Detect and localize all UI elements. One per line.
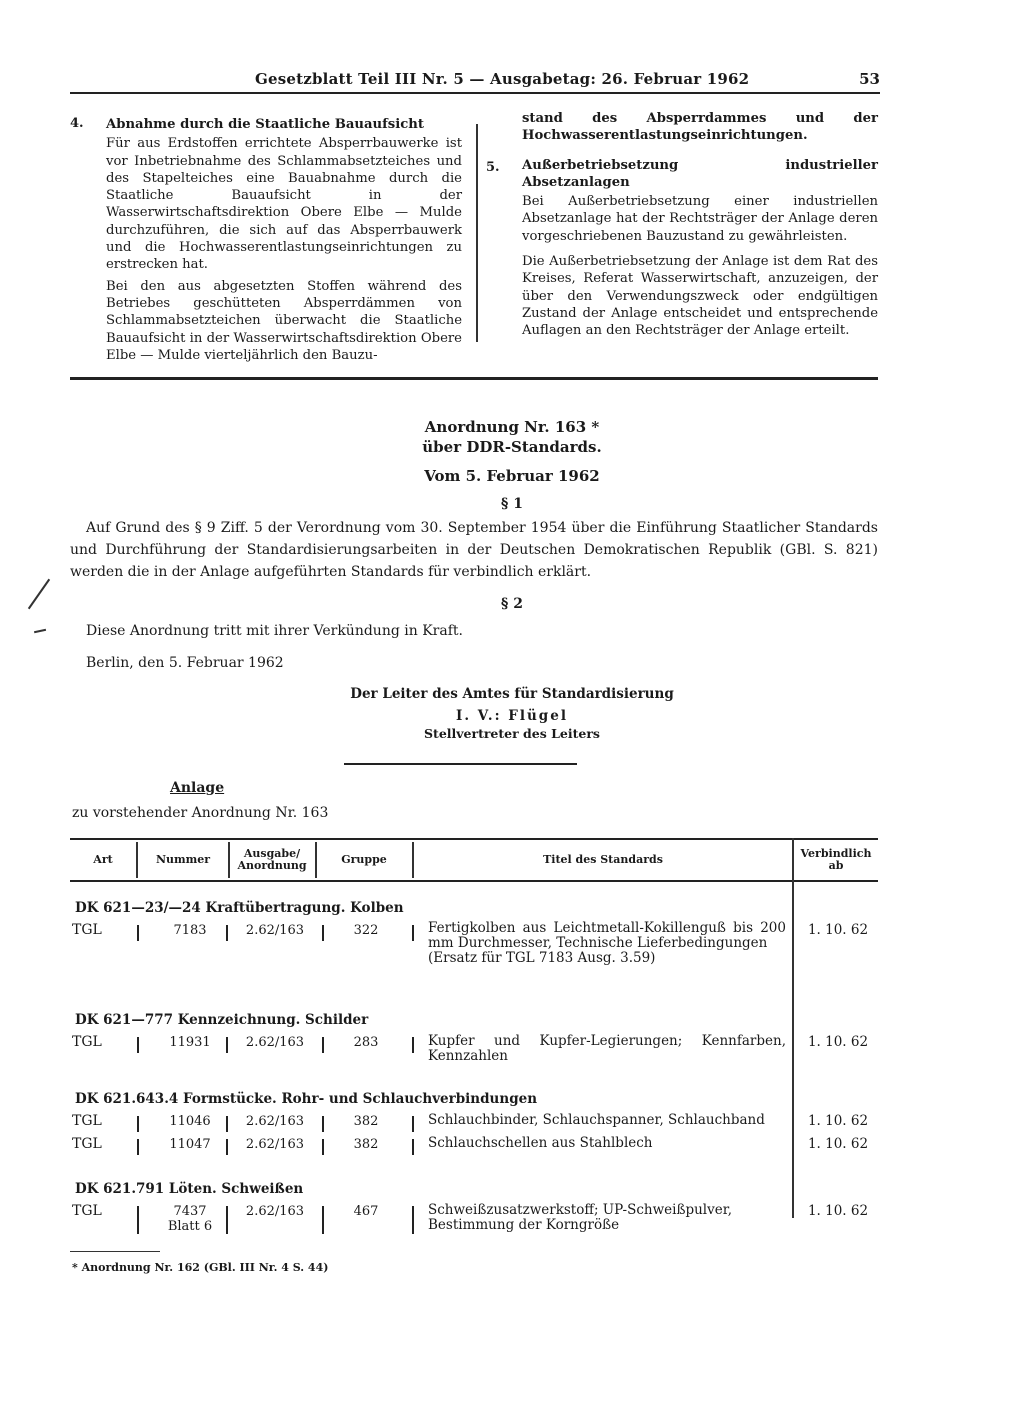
section-number-4: 4. — [70, 116, 84, 131]
verbindlich-column-divider — [792, 880, 794, 1218]
page-header — [70, 70, 880, 94]
row-nummer — [150, 1204, 230, 1234]
row-verbindlich: 1. 10. 62 — [807, 922, 869, 938]
left-column — [106, 116, 462, 368]
section-divider — [70, 377, 878, 380]
row-ausgabe: 2.62/163 — [245, 1204, 305, 1219]
col-header-art: Art — [93, 853, 113, 866]
row-gruppe: 283 — [353, 1035, 379, 1050]
section-heading-5: Außerbetriebsetzung industrieller Absetzanlagen — [522, 157, 878, 190]
order-date: Vom 5. Februar 1962 — [424, 467, 600, 485]
col-header-gruppe: Gruppe — [341, 853, 387, 866]
group-heading: DK 621—23/—24 Kraftübertragung. Kolben — [75, 900, 404, 916]
group-heading: DK 621—777 Kennzeichnung. Schilder — [75, 1012, 369, 1028]
row-verbindlich: 1. 10. 62 — [807, 1034, 869, 1050]
annex-title: Anlage — [170, 780, 225, 796]
section-number-5: 5. — [486, 160, 500, 175]
signature-divider — [344, 763, 577, 765]
signer-role: Stellvertreter des Leiters — [424, 726, 600, 741]
footnote-divider — [70, 1251, 160, 1252]
row-titel-extra: (Ersatz für TGL 7183 Ausg. 3.59) — [428, 950, 656, 966]
row-titel-text: Fertigkolben aus Leichtmetall-Kokillenguß bis 200 mm Durchmesser, Technische Lieferbedingungen — [428, 920, 786, 951]
row-art: TGL — [72, 1113, 102, 1129]
row-verbindlich: 1. 10. 62 — [807, 1113, 869, 1129]
row-titel: Kupfer und Kupfer-Legierungen; Kennfarben, Kennzahlen — [428, 1033, 786, 1064]
order-subtitle: über DDR-Standards. — [422, 438, 602, 456]
table-header — [70, 838, 878, 882]
page-number: 53 — [859, 70, 880, 88]
right-column — [522, 110, 878, 344]
margin-pen-mark — [34, 629, 46, 633]
signer-name: I. V.: Flügel — [456, 708, 568, 724]
annex-subtitle: zu vorstehender Anordnung Nr. 163 — [72, 805, 329, 821]
row-titel: Schlauchbinder, Schlauchspanner, Schlauchband — [428, 1112, 765, 1128]
group-heading: DK 621.791 Löten. Schweißen — [75, 1181, 304, 1197]
row-nummer-value: 7437 — [173, 1204, 207, 1219]
row-gruppe: 322 — [353, 923, 379, 938]
paragraph-1-text: Auf Grund des § 9 Ziff. 5 der Verordnung vom 30. September 1954 über die Einführung Staatlicher Standards und Durchführung der Standardisierungsarbeiten in der Deutschen Demokratischen Republik (GBl. S. 821) werden die in der Anlage aufgeführten Standards für verbindlich erklärt. — [70, 520, 878, 580]
row-art: TGL — [72, 1203, 102, 1219]
row-nummer-extra: Blatt 6 — [167, 1219, 213, 1234]
row-nummer: 11047 — [169, 1137, 211, 1152]
col-header-nummer: Nummer — [155, 853, 211, 866]
header-title: Gesetzblatt Teil III Nr. 5 — Ausgabetag: 26. Februar 1962 — [255, 70, 750, 88]
col-header-verbindlich: Verbindlich ab — [800, 847, 872, 872]
row-nummer: 11046 — [169, 1114, 211, 1129]
footnote: * Anordnung Nr. 162 (GBl. III Nr. 4 S. 44) — [72, 1261, 329, 1274]
row-titel — [428, 921, 786, 966]
row-titel: Schlauchschellen aus Stahlblech — [428, 1135, 653, 1151]
place-date: Berlin, den 5. Februar 1962 — [86, 655, 284, 671]
left-paragraph-1: Für aus Erdstoffen errichtete Absperrbauwerke ist vor Inbetriebnahme des Schlammabsetzteiches und des Stapelteiches eine Bauabnahme durch die Staatliche Bauaufsicht in der Wasserwirtschaftsdirektion Obere Elbe — Mulde durchzuführen, die sich auf das Absperrbauwerk und die Hochwasserentlastungseinrichtungen zu erstrecken hat. — [106, 136, 462, 273]
row-verbindlich: 1. 10. 62 — [807, 1136, 869, 1152]
group-heading: DK 621.643.4 Formstücke. Rohr- und Schlauchverbindungen — [75, 1091, 538, 1107]
row-titel: Schweißzusatzwerkstoff; UP-Schweißpulver, Bestimmung der Korngröße — [428, 1202, 732, 1233]
row-art: TGL — [72, 922, 102, 938]
right-paragraph-2: Die Außerbetriebsetzung der Anlage ist dem Rat des Kreises, Referat Wasserwirtschaft, anzuzeigen, der über den Verwendungszweck oder endgültigen Zustand der Anlage entscheidet und entsprechende Auflagen an den Rechtsträger der Anlage erteilt. — [522, 254, 878, 339]
row-art: TGL — [72, 1136, 102, 1152]
row-nummer: 11931 — [169, 1035, 211, 1050]
col-header-titel: Titel des Standards — [543, 853, 663, 866]
right-paragraph-1: Bei Außerbetriebsetzung einer industriellen Absetzanlage hat der Rechtsträger der Anlage deren vorgeschriebenen Bauzustand zu gewährleisten. — [522, 194, 878, 244]
order-title: Anordnung Nr. 163 * — [424, 418, 600, 436]
right-continuation: stand des Absperrdammes und der Hochwasserentlastungseinrichtungen. — [522, 111, 878, 144]
col-header-ausgabe: Ausgabe/ Anordnung — [237, 847, 307, 872]
section-heading-4: Abnahme durch die Staatliche Bauaufsicht — [106, 117, 424, 132]
row-art: TGL — [72, 1034, 102, 1050]
row-ausgabe: 2.62/163 — [245, 1137, 305, 1152]
row-gruppe: 382 — [353, 1137, 379, 1152]
row-gruppe: 467 — [353, 1204, 379, 1219]
row-ausgabe: 2.62/163 — [245, 1114, 305, 1129]
column-divider — [476, 124, 478, 342]
left-paragraph-2: Bei den aus abgesetzten Stoffen während des Betriebes geschütteten Absperrdämmen von Schlammabsetzteichen überwacht die Staatliche Bauaufsicht in der Wasserwirtschaftsdirektion Obere Elbe — Mulde vierteljährlich den Bauzu- — [106, 278, 462, 363]
row-nummer: 7183 — [173, 923, 207, 938]
row-gruppe: 382 — [353, 1114, 379, 1129]
paragraph-2-label: § 2 — [501, 596, 523, 612]
signer-organization: Der Leiter des Amtes für Standardisierung — [350, 686, 674, 702]
paragraph-1-label: § 1 — [501, 496, 523, 512]
row-ausgabe: 2.62/163 — [245, 1035, 305, 1050]
row-ausgabe: 2.62/163 — [245, 923, 305, 938]
row-verbindlich: 1. 10. 62 — [807, 1203, 869, 1219]
paragraph-2-text: Diese Anordnung tritt mit ihrer Verkündung in Kraft. — [86, 623, 463, 639]
